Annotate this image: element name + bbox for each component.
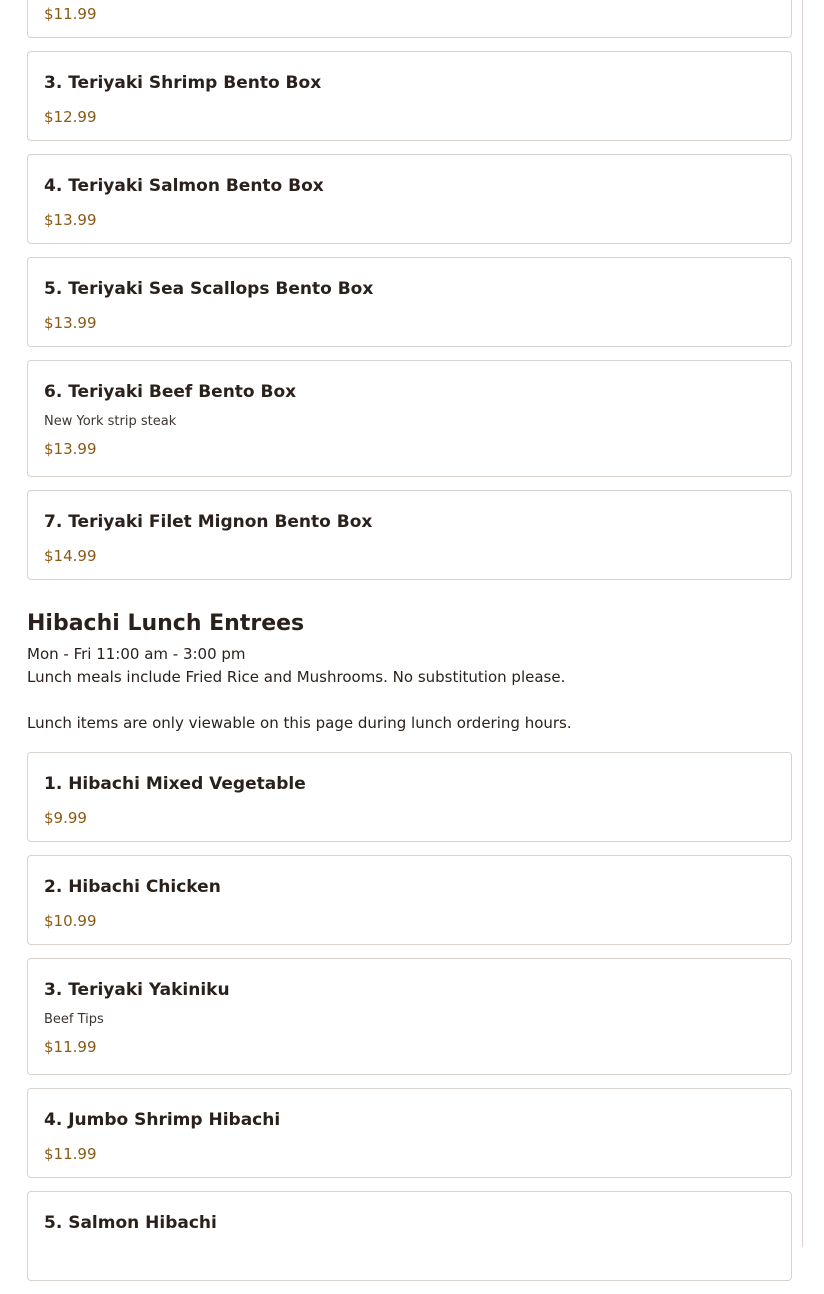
menu-item-name: 3. Teriyaki Yakiniku (44, 980, 230, 1000)
hibachi-lunch-section (27, 609, 792, 1281)
menu-item-name: 1. Hibachi Mixed Vegetable (44, 774, 306, 794)
menu-item-name: 4. Jumbo Shrimp Hibachi (44, 1110, 281, 1130)
menu-item-name: 5. Teriyaki Sea Scallops Bento Box (44, 279, 374, 299)
menu-item-name: 2. Hibachi Chicken (44, 877, 221, 897)
menu-item-card[interactable] (27, 51, 792, 141)
menu-item-card[interactable] (27, 490, 792, 580)
menu-item-card[interactable] (27, 855, 792, 945)
section-spacer (27, 689, 792, 712)
menu-item-description: New York strip steak (44, 414, 177, 429)
menu-item-price: $11.99 (44, 5, 97, 23)
menu-item-card[interactable] (27, 154, 792, 244)
scrollbar-divider (802, 0, 803, 1247)
menu-item-card[interactable] (27, 360, 792, 477)
menu-item-price: $11.99 (44, 1038, 97, 1056)
menu-item-price: $13.99 (44, 314, 97, 332)
menu-item-price: $13.99 (44, 440, 97, 458)
menu-item-price: $14.99 (44, 547, 97, 565)
menu-item-price: $11.99 (44, 1145, 97, 1163)
section-note: Lunch meals include Fried Rice and Mushrooms. No substitution please. (27, 668, 566, 686)
menu-item-price: $10.99 (44, 912, 97, 930)
menu-item-name: 4. Teriyaki Salmon Bento Box (44, 176, 324, 196)
menu-item-price: $12.99 (44, 108, 97, 126)
menu-item-name: 6. Teriyaki Beef Bento Box (44, 382, 297, 402)
menu-item-name: 3. Teriyaki Shrimp Bento Box (44, 73, 322, 93)
menu-item-card[interactable] (27, 958, 792, 1075)
section-title: Hibachi Lunch Entrees (27, 611, 305, 636)
menu-item-price: $13.99 (44, 211, 97, 229)
menu-item-card[interactable] (27, 1088, 792, 1178)
menu-item-card[interactable] (27, 0, 792, 38)
section-note: Lunch items are only viewable on this page during lunch ordering hours. (27, 714, 572, 732)
bento-lunch-section (27, 0, 792, 580)
menu-item-card[interactable] (27, 752, 792, 842)
menu-item-name: 7. Teriyaki Filet Mignon Bento Box (44, 512, 373, 532)
menu-item-name: 5. Salmon Hibachi (44, 1213, 217, 1233)
section-hours: Mon - Fri 11:00 am - 3:00 pm (27, 645, 246, 663)
menu-item-description: Beef Tips (44, 1012, 104, 1027)
menu-item-card[interactable] (27, 257, 792, 347)
menu-item-card[interactable] (27, 1191, 792, 1281)
menu-item-price: $9.99 (44, 809, 87, 827)
